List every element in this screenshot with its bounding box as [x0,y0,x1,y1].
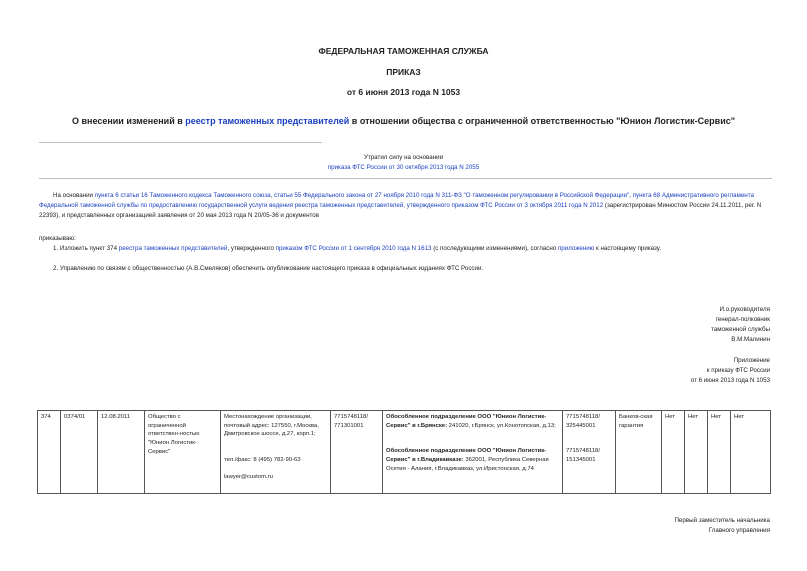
signature-line-4: В.М.Малинин [731,336,770,343]
branch-bryansk-kpp: 7715748118/ 325445001 [566,414,600,429]
signature-line-1: И.о.руководителя [719,306,770,313]
order-item-2: 2. Управлению по связям с общественностью (А.В.Смеляков) обеспечить опубликование настоящего приказа в официальных изданиях ФТС России. [53,265,484,272]
item1-link-order-1613[interactable]: приказом ФТС России от 1 сентября 2010 года N 1613 [275,245,432,252]
document-type: ПРИКАЗ [386,67,421,77]
footer-block [674,516,770,536]
table-row [38,411,771,494]
item1-text-4: к настоящему приказу. [594,245,662,252]
signature-block [711,305,770,345]
cell-inn-kpp: 7715748118/ 771301001 [331,411,383,494]
divider-full [39,178,772,179]
branch-vladikavkaz-kpp: 7715748118/ 151345001 [566,448,600,464]
title-text-before: О внесении изменений в [71,116,186,126]
cell-col-1: Нет [662,411,685,494]
registry-table [37,410,771,494]
phone-text: тел./факс: 8 (495) 782-90-63 [224,457,301,464]
basis-text-4: (зарегистрирован Минюстом России 24.11.2011, рег. N 22393), и представленных организацией заявления от 20 мая 2013 года N 20/05-36 и документов [39,202,762,219]
title-registry-link[interactable]: реестр таможенных представителей [185,116,350,126]
appendix-heading [691,356,770,386]
cell-guarantee: Банков-ская гарантия [616,411,662,494]
appendix-line-2: к приказу ФТС России [706,367,770,374]
appendix-line-3: от 6 июня 2013 года N 1053 [690,377,770,384]
document-title [0,116,807,126]
cell-col-3: Нет [708,411,731,494]
footer-line-1: Первый заместитель начальника [674,517,770,524]
signature-line-3: таможенной службы [711,326,770,333]
item1-link-appendix[interactable]: приложению [557,245,595,252]
branch-vladikavkaz [386,447,559,473]
branch-bryansk-address: 241020, г.Брянск, ул.Конотопская, д.13; [447,422,556,429]
appendix-line-1: Приложение [733,357,770,364]
repeal-notice [0,153,807,173]
cell-branch-kpp [563,411,616,494]
basis-link-regulation[interactable]: пункта 68 Административного регламента Федеральной таможенной службы по предоставлению государственной услуги ведения реестра таможенных представителей, утвержденного приказом ФТС России от 3 октября 2011 года N 2012 [39,192,754,209]
branch-vladikavkaz-title: Обособленное подразделение ООО "Юнион Логистик-Сервис" в г.Владикавказе: [386,448,547,464]
location-text: Местонахождение организации, почтовый адрес: 127550, г.Москва, Дмитровское шоссе, д.27, корп.1; [224,414,319,438]
cell-col-4: Нет [731,411,771,494]
email-text: lawyer@custom.ru [224,473,273,480]
title-text-after: в отношении общества с ограниченной ответственностью "Юнион Логистик-Сервис" [349,116,736,126]
item1-text-3: (с последующими изменениями), согласно [431,245,558,252]
cell-number: 374 [38,411,61,494]
cell-branches [383,411,563,494]
footer-line-2: Главного управления [708,527,770,534]
cell-col-2: Нет [685,411,708,494]
cell-date: 12.08.2011 [98,411,145,494]
basis-text-3: , [629,192,633,199]
basis-text-1: На основании [53,192,95,199]
signature-line-2: генерал-полковник [715,316,770,323]
basis-link-federal-law[interactable]: статьи 55 Федерального закона от 27 ноября 2010 года N 311-ФЗ "О таможенном регулировании в Российской Федерации" [274,192,630,199]
order-word: приказываю: [39,235,76,242]
item1-link-registry[interactable]: реестра таможенных представителей [118,245,228,252]
basis-link-customs-code[interactable]: пункта 6 статьи 16 Таможенного кодекса Таможенного союза [94,192,271,199]
agency-heading: ФЕДЕРАЛЬНАЯ ТАМОЖЕННАЯ СЛУЖБА [318,46,489,56]
repeal-order-link[interactable]: приказа ФТС России от 30 октября 2013 года N 2055 [327,164,480,171]
cell-reg-number: 0374/01 [61,411,98,494]
cell-org-name: Общество с ограниченной ответствен-ностью "Юнион Логистик-Сервис" [145,411,221,494]
order-item-1 [39,244,774,254]
item1-text-1: 1. Изложить пункт 374 [53,245,119,252]
document-date: от 6 июня 2013 года N 1053 [346,87,461,97]
item1-text-2: , утвержденного [227,245,276,252]
branch-vladikavkaz-address: 362001, Республика Северная Осетия - Алания, г.Владикавказ, ул.Иристонская, д.74 [386,457,549,472]
basis-text-2: , [270,192,275,199]
branch-bryansk-title: Обособленное подразделение ООО "Юнион Логистик-Сервис" в г.Брянске: [386,414,547,429]
cell-location [221,411,331,494]
basis-paragraph [39,191,774,221]
repeal-notice-text: Утратил силу на основании [363,154,444,161]
divider-top [39,142,322,143]
branch-bryansk [386,413,559,430]
